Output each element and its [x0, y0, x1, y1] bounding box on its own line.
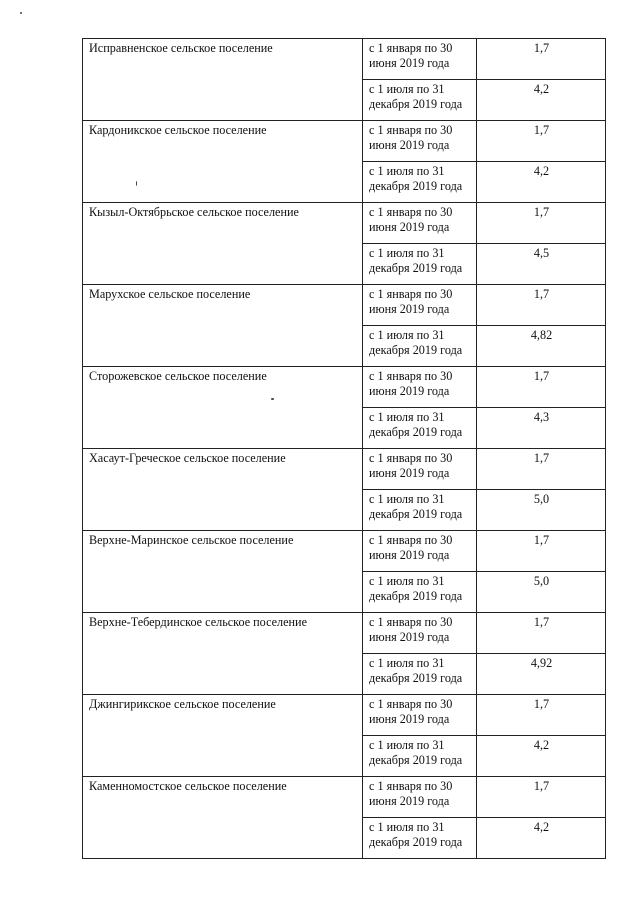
table-row	[83, 695, 606, 736]
rate-cell: 1,7	[477, 531, 606, 572]
rate-cell: 4,2	[477, 80, 606, 121]
settlement-name: Джингирикское сельское поселение	[83, 695, 363, 777]
rate-cell: 4,3	[477, 408, 606, 449]
period-cell: с 1 июля по 31 декабря 2019 года	[363, 490, 477, 531]
period-cell: с 1 июля по 31 декабря 2019 года	[363, 572, 477, 613]
settlement-name: Каменномостское сельское поселение	[83, 777, 363, 859]
period-cell: с 1 января по 30 июня 2019 года	[363, 777, 477, 818]
settlement-name: Сторожевское сельское поселение	[83, 367, 363, 449]
rate-cell: 1,7	[477, 121, 606, 162]
table-row	[83, 367, 606, 408]
settlement-name: Верхне-Тебердинское сельское поселение	[83, 613, 363, 695]
scan-speck	[20, 12, 22, 14]
period-cell: с 1 июля по 31 декабря 2019 года	[363, 244, 477, 285]
table-row	[83, 203, 606, 244]
period-cell: с 1 января по 30 июня 2019 года	[363, 613, 477, 654]
period-cell: с 1 января по 30 июня 2019 года	[363, 39, 477, 80]
table-row	[83, 449, 606, 490]
period-cell: с 1 января по 30 июня 2019 года	[363, 449, 477, 490]
tariff-table-body	[83, 39, 606, 859]
rate-cell: 1,7	[477, 613, 606, 654]
period-cell: с 1 июля по 31 декабря 2019 года	[363, 80, 477, 121]
period-cell: с 1 января по 30 июня 2019 года	[363, 367, 477, 408]
period-cell: с 1 июля по 31 декабря 2019 года	[363, 408, 477, 449]
table-row	[83, 39, 606, 80]
rate-cell: 1,7	[477, 695, 606, 736]
table-row	[83, 121, 606, 162]
rate-cell: 4,5	[477, 244, 606, 285]
settlement-name: Исправненское сельское поселение	[83, 39, 363, 121]
rate-cell: 4,2	[477, 162, 606, 203]
period-cell: с 1 июля по 31 декабря 2019 года	[363, 818, 477, 859]
table-row	[83, 777, 606, 818]
table-row	[83, 285, 606, 326]
rate-cell: 4,2	[477, 736, 606, 777]
table-row	[83, 613, 606, 654]
rate-cell: 1,7	[477, 39, 606, 80]
rate-cell: 1,7	[477, 449, 606, 490]
period-cell: с 1 января по 30 июня 2019 года	[363, 285, 477, 326]
period-cell: с 1 января по 30 июня 2019 года	[363, 695, 477, 736]
period-cell: с 1 июля по 31 декабря 2019 года	[363, 162, 477, 203]
settlement-name: Марухское сельское поселение	[83, 285, 363, 367]
rate-cell: 1,7	[477, 777, 606, 818]
table-row	[83, 531, 606, 572]
settlement-name: Кызыл-Октябрьское сельское поселение	[83, 203, 363, 285]
rate-cell: 5,0	[477, 490, 606, 531]
period-cell: с 1 июля по 31 декабря 2019 года	[363, 326, 477, 367]
rate-cell: 1,7	[477, 203, 606, 244]
period-cell: с 1 июля по 31 декабря 2019 года	[363, 736, 477, 777]
settlement-name: Верхне-Маринское сельское поселение	[83, 531, 363, 613]
rate-cell: 1,7	[477, 285, 606, 326]
rate-cell: 4,82	[477, 326, 606, 367]
period-cell: с 1 января по 30 июня 2019 года	[363, 121, 477, 162]
period-cell: с 1 января по 30 июня 2019 года	[363, 203, 477, 244]
settlement-name: Кардоникское сельское поселение	[83, 121, 363, 203]
tariff-table	[82, 38, 606, 859]
rate-cell: 4,2	[477, 818, 606, 859]
settlement-name: Хасаут-Греческое сельское поселение	[83, 449, 363, 531]
rate-cell: 5,0	[477, 572, 606, 613]
rate-cell: 1,7	[477, 367, 606, 408]
rate-cell: 4,92	[477, 654, 606, 695]
period-cell: с 1 января по 30 июня 2019 года	[363, 531, 477, 572]
period-cell: с 1 июля по 31 декабря 2019 года	[363, 654, 477, 695]
